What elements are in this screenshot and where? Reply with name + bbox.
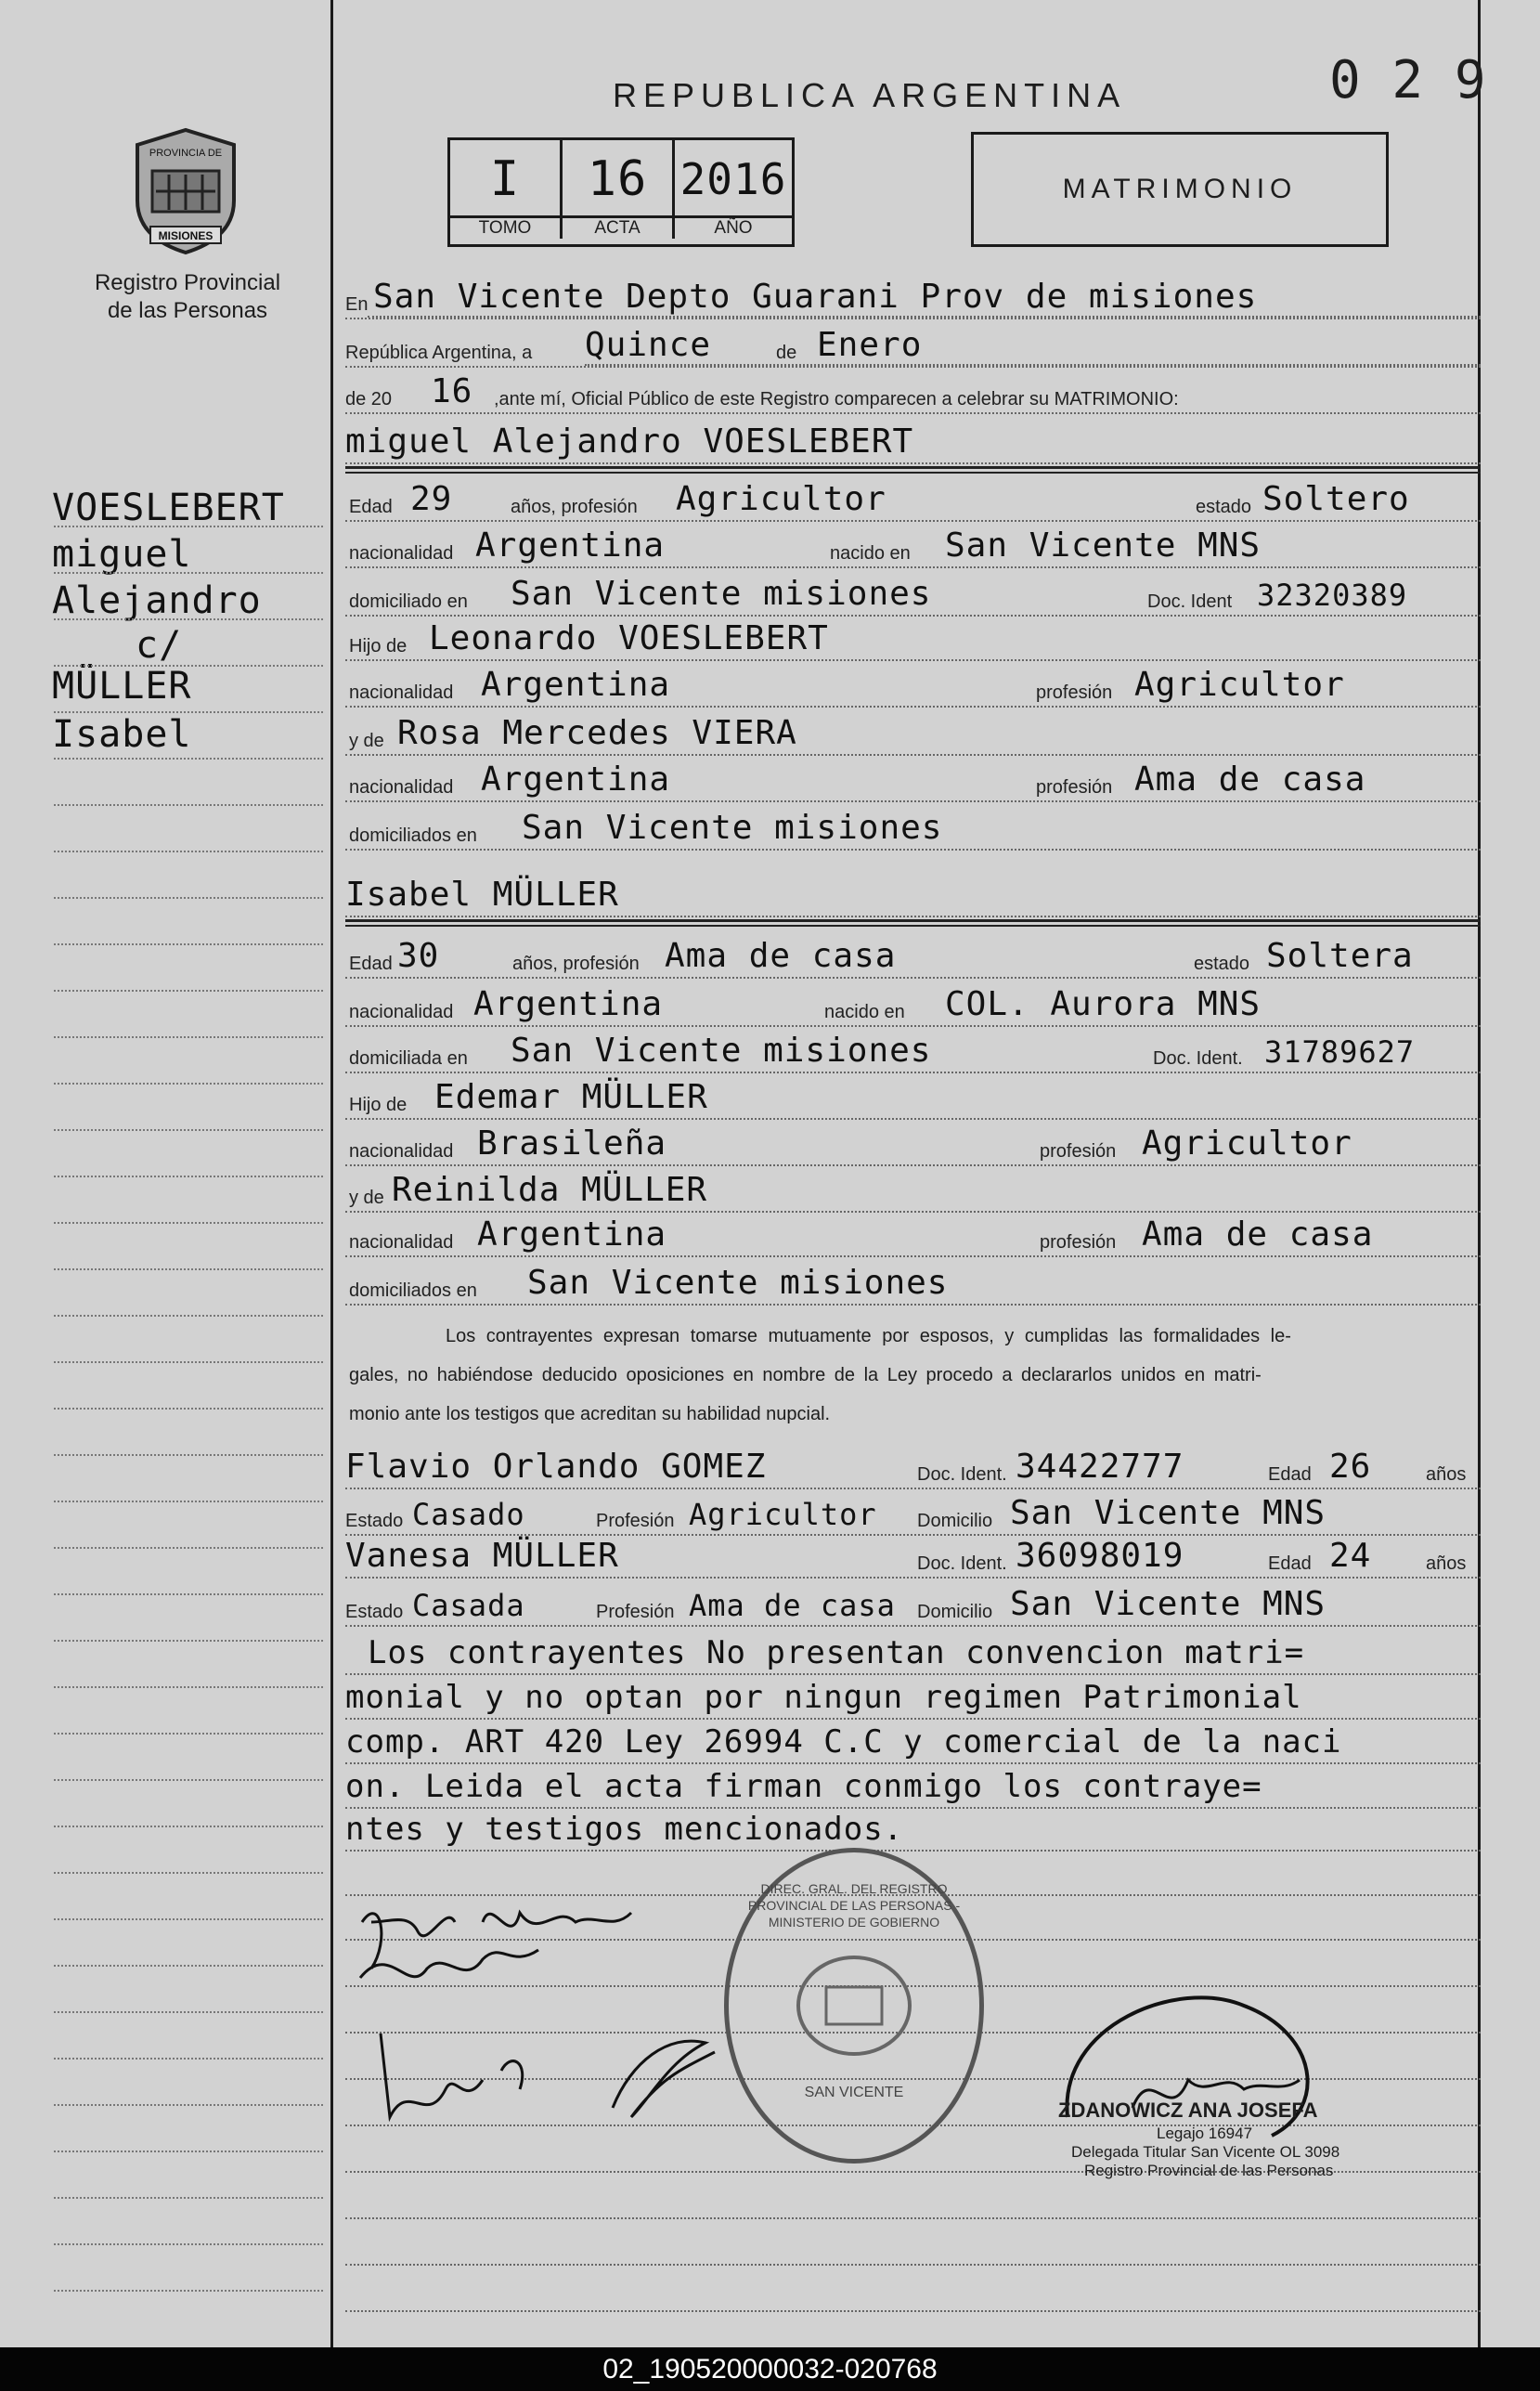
bride-parents-dom: San Vicente misiones xyxy=(527,1264,949,1302)
groom-estado-label: estado xyxy=(1196,497,1252,517)
margin-ruled-line xyxy=(54,2290,323,2292)
acta-value: 16 xyxy=(587,151,648,207)
bride-mother: Reinilda MÜLLER xyxy=(392,1171,708,1209)
bride-mother-row xyxy=(345,1172,1481,1215)
witness2-doc: 36098019 xyxy=(1016,1537,1184,1575)
groom-doc-label: Doc. Ident xyxy=(1147,591,1233,612)
margin-ruled-line xyxy=(54,990,323,992)
groom-divider-2 xyxy=(345,472,1481,474)
bride-father-row xyxy=(345,1079,1481,1122)
groom-divider xyxy=(345,466,1481,469)
witness2-estado: Casada xyxy=(412,1588,525,1623)
groom-edad: 29 xyxy=(410,480,453,518)
groom-nacionalidad: Argentina xyxy=(475,526,666,565)
margin-ruled-line xyxy=(54,1036,323,1038)
note-line-1 xyxy=(345,1634,1481,1677)
anio-label: AÑO xyxy=(675,215,792,239)
intro-year-row xyxy=(345,373,1481,416)
witness1-anos-label: años xyxy=(1426,1464,1467,1485)
official-round-stamp xyxy=(724,1848,984,2164)
intro-place-dots xyxy=(368,316,1481,318)
bride-mother-prof: Ama de casa xyxy=(1142,1215,1374,1254)
margin-ruled-line xyxy=(54,1176,323,1177)
margin-ruled-line xyxy=(54,711,323,713)
stamp-inner-text: SAN VICENTE xyxy=(804,2085,904,2100)
bride-father-prof: Agricultor xyxy=(1142,1124,1352,1163)
margin-ruled-line xyxy=(54,1501,323,1502)
margin-ruled-line xyxy=(54,1826,323,1827)
margin-ruled-line xyxy=(54,1222,323,1224)
witness2-prof-label: Profesión xyxy=(596,1602,675,1622)
official-legajo: Legajo 16947 xyxy=(1157,2125,1253,2142)
witness1-domicilio: San Vicente MNS xyxy=(1010,1494,1326,1532)
margin-line-4: c/ xyxy=(136,624,183,667)
groom-mother: Rosa Mercedes VIERA xyxy=(397,714,797,752)
groom-domicilio: San Vicente misiones xyxy=(511,575,932,613)
groom-full-name: miguel Alejandro VOESLEBERT xyxy=(345,422,914,461)
groom-mother-prof-label: profesión xyxy=(1036,777,1113,798)
note-line-5 xyxy=(345,1811,1481,1853)
bride-mother-nac-row xyxy=(345,1216,1481,1259)
margin-line-5: MÜLLER xyxy=(52,665,192,708)
intro-date-dots xyxy=(585,364,1481,366)
margin-ruled-line xyxy=(54,1083,323,1085)
bride-parents-dom-row xyxy=(345,1265,1481,1307)
bride-divider xyxy=(345,919,1481,922)
note-text-4: on. Leida el acta firman conmigo los contraye= xyxy=(345,1768,1262,1805)
act-type-label: MATRIMONIO xyxy=(1062,174,1298,204)
footer-code: 02_190520000032-020768 xyxy=(0,2347,1540,2391)
country-title: REPUBLICA ARGENTINA xyxy=(613,76,1127,114)
witness2-doc-label: Doc. Ident. xyxy=(917,1553,1007,1574)
bride-divider-2 xyxy=(345,925,1481,927)
groom-mother-nac-label: nacionalidad xyxy=(349,777,454,798)
margin-ruled-line xyxy=(54,572,323,574)
intro-place: San Vicente Depto Guarani Prov de misiones xyxy=(373,278,1258,316)
bride-mother-nac-label: nacionalidad xyxy=(349,1232,454,1253)
bride-anos-label: años, profesión xyxy=(512,954,640,974)
margin-ruled-line xyxy=(54,1547,323,1549)
groom-father: Leonardo VOESLEBERT xyxy=(429,619,829,657)
acta-cell xyxy=(563,140,675,239)
provincial-seal-icon xyxy=(128,126,243,256)
groom-doc: 32320389 xyxy=(1257,578,1408,613)
bride-nac-row xyxy=(345,986,1481,1029)
left-border-line xyxy=(330,0,333,2347)
witness1-estado: Casado xyxy=(412,1497,525,1532)
margin-ruled-line xyxy=(54,1361,323,1363)
margin-line-2: miguel xyxy=(52,533,192,576)
witness2-estado-row xyxy=(345,1586,1481,1629)
groom-mother-prof: Ama de casa xyxy=(1134,760,1366,799)
bride-yde-label: y de xyxy=(349,1188,384,1208)
registry-name: Registro Provincial de las Personas xyxy=(94,270,281,323)
witness2-estado-label: Estado xyxy=(345,1602,404,1622)
stamp-emblem-icon xyxy=(784,1945,924,2066)
bride-nac-label: nacionalidad xyxy=(349,1002,454,1022)
declaration-line-1: Los contrayentes expresan tomarse mutuamente por esposos, y cumplidas las formalidades le- xyxy=(446,1326,1291,1346)
tomo-value: I xyxy=(489,151,521,207)
signature-groom xyxy=(371,2024,743,2136)
witness1-profesion: Agricultor xyxy=(689,1497,877,1532)
bride-edad-row xyxy=(345,938,1481,981)
bride-father: Edemar MÜLLER xyxy=(434,1078,708,1116)
margin-ruled-line xyxy=(54,1315,323,1317)
margin-ruled-line xyxy=(54,2104,323,2106)
note-line-2 xyxy=(345,1679,1481,1722)
groom-profesion: Agricultor xyxy=(676,480,886,518)
margin-ruled-line xyxy=(54,2197,323,2199)
witness2-dom-label: Domicilio xyxy=(917,1602,993,1622)
witness2-domicilio: San Vicente MNS xyxy=(1010,1585,1326,1623)
intro-day: Quince xyxy=(585,326,712,364)
note-text-5: ntes y testigos mencionados. xyxy=(345,1811,904,1848)
signature-bride xyxy=(353,1885,668,1996)
margin-ruled-line xyxy=(54,1686,323,1688)
act-type-box xyxy=(971,132,1389,247)
stamp-text: DIREC. GRAL. DEL REGISTRO PROVINCIAL DE LAS PERSONAS - MINISTERIO DE GOBIERNO xyxy=(747,1881,961,1930)
groom-nacido: San Vicente MNS xyxy=(945,526,1262,565)
anio-value: 2016 xyxy=(679,154,787,204)
page-number: 0 2 9 xyxy=(1329,50,1486,110)
bride-edad: 30 xyxy=(397,937,440,975)
republica-label: República Argentina, a xyxy=(345,343,533,363)
margin-ruled-line xyxy=(54,1965,323,1967)
witness2-edad-label: Edad xyxy=(1268,1553,1312,1574)
margin-ruled-line xyxy=(54,897,323,899)
witness1-edad: 26 xyxy=(1329,1448,1372,1486)
en-label: En xyxy=(345,294,369,315)
witness2-name-row xyxy=(345,1538,1481,1580)
groom-father-nac: Argentina xyxy=(481,666,671,704)
bride-father-nac: Brasileña xyxy=(477,1124,667,1163)
margin-ruled-line xyxy=(54,1779,323,1781)
bride-doc: 31789627 xyxy=(1264,1034,1416,1070)
margin-ruled-line xyxy=(54,1268,323,1270)
margin-ruled-line xyxy=(54,2151,323,2152)
year-prefix: de 20 xyxy=(345,389,393,409)
official-cargo: Delegada Titular San Vicente OL 3098 xyxy=(1071,2143,1340,2161)
groom-father-nac-label: nacionalidad xyxy=(349,682,454,703)
intro-text: ,ante mí, Oficial Público de este Registro comparecen a celebrar su MATRIMONIO: xyxy=(494,389,1179,409)
margin-ruled-line xyxy=(54,851,323,852)
groom-estado: Soltero xyxy=(1262,480,1410,518)
margin-ruled-line xyxy=(54,2058,323,2060)
bride-father-nac-row xyxy=(345,1125,1481,1168)
bride-doc-label: Doc. Ident. xyxy=(1153,1048,1243,1069)
groom-parents-dom: San Vicente misiones xyxy=(522,809,943,847)
bride-father-prof-label: profesión xyxy=(1040,1141,1117,1162)
margin-ruled-line xyxy=(54,1454,323,1456)
witness1-estado-row xyxy=(345,1495,1481,1538)
bride-estado-label: estado xyxy=(1194,954,1250,974)
groom-nac-row xyxy=(345,527,1481,570)
groom-father-prof: Agricultor xyxy=(1134,666,1345,704)
margin-ruled-line xyxy=(54,804,323,806)
groom-mother-row xyxy=(345,715,1481,758)
margin-ruled-line xyxy=(54,1733,323,1735)
bride-dom-label: domiciliada en xyxy=(349,1048,468,1069)
official-registro: Registro Provincial de las Personas xyxy=(1084,2162,1334,2179)
groom-parents-dom-row xyxy=(345,810,1481,852)
bride-nacionalidad: Argentina xyxy=(473,985,664,1023)
bride-dom-row xyxy=(345,1033,1481,1075)
groom-father-row xyxy=(345,620,1481,663)
declaration-line-2: gales, no habiéndose deducido oposiciones en nombre de la Ley procedo a declararlos unidos en matri- xyxy=(349,1365,1262,1385)
witness2-profesion: Ama de casa xyxy=(689,1588,896,1623)
bride-mother-nac: Argentina xyxy=(477,1215,667,1254)
witness1-doc-label: Doc. Ident. xyxy=(917,1464,1007,1485)
anio-cell xyxy=(675,140,792,239)
year-suffix: 16 xyxy=(431,372,473,410)
groom-nac-label: nacionalidad xyxy=(349,543,454,564)
margin-ruled-line xyxy=(54,1593,323,1595)
bride-edad-label: Edad xyxy=(349,954,393,974)
groom-nacido-label: nacido en xyxy=(830,543,911,564)
witness2-edad: 24 xyxy=(1329,1537,1372,1575)
witness2-name: Vanesa MÜLLER xyxy=(345,1537,619,1575)
note-text-2: monial y no optan por ningun regimen Patrimonial xyxy=(345,1679,1302,1716)
margin-ruled-line xyxy=(54,1408,323,1410)
bride-full-name: Isabel MÜLLER xyxy=(345,876,619,914)
margin-line-1: VOESLEBERT xyxy=(52,487,285,529)
note-text-3: comp. ART 420 Ley 26994 C.C y comercial de la naci xyxy=(345,1723,1342,1761)
witness1-prof-label: Profesión xyxy=(596,1511,675,1531)
blank-line-9 xyxy=(345,2264,1481,2266)
bride-hijo-label: Hijo de xyxy=(349,1095,408,1115)
margin-ruled-line xyxy=(54,2243,323,2245)
bride-estado: Soltera xyxy=(1266,937,1414,975)
margin-ruled-line xyxy=(54,2011,323,2013)
margin-ruled-line xyxy=(54,618,323,620)
blank-line-8 xyxy=(345,2217,1481,2219)
bride-profesion: Ama de casa xyxy=(665,937,897,975)
witness2-anos-label: años xyxy=(1426,1553,1467,1574)
margin-ruled-line xyxy=(54,1129,323,1131)
margin-ruled-line xyxy=(54,1872,323,1874)
bride-name-row xyxy=(345,877,1481,919)
note-line-4 xyxy=(345,1768,1481,1811)
groom-edad-label: Edad xyxy=(349,497,393,517)
groom-hijo-label: Hijo de xyxy=(349,636,408,656)
tomo-label: TOMO xyxy=(450,215,560,239)
acta-label: ACTA xyxy=(563,215,672,239)
bride-mother-prof-label: profesión xyxy=(1040,1232,1117,1253)
margin-line-6: Isabel xyxy=(52,713,192,756)
blank-line-10 xyxy=(345,2310,1481,2312)
witness1-dom-label: Domicilio xyxy=(917,1511,993,1531)
margin-line-3: Alejandro xyxy=(52,579,262,622)
note-line-3 xyxy=(345,1723,1481,1766)
witness1-estado-label: Estado xyxy=(345,1511,404,1531)
groom-name-row xyxy=(345,423,1481,466)
groom-father-nac-row xyxy=(345,667,1481,709)
groom-dom-label: domiciliado en xyxy=(349,591,468,612)
groom-dom-row xyxy=(345,576,1481,618)
bride-nacido: COL. Aurora MNS xyxy=(945,985,1262,1023)
svg-text:PROVINCIA DE: PROVINCIA DE xyxy=(149,148,223,159)
margin-ruled-line xyxy=(54,1918,323,1920)
de-label: de xyxy=(776,343,797,363)
bride-parents-dom-label: domiciliados en xyxy=(349,1280,477,1301)
witness1-name-row xyxy=(345,1449,1481,1491)
tomo-cell xyxy=(450,140,563,239)
tomo-acta-anio-box xyxy=(447,137,795,247)
witness1-edad-label: Edad xyxy=(1268,1464,1312,1485)
bride-nacido-label: nacido en xyxy=(824,1002,905,1022)
margin-ruled-line xyxy=(54,758,323,760)
groom-father-prof-label: profesión xyxy=(1036,682,1113,703)
margin-ruled-line xyxy=(54,526,323,527)
declaration-line-3: monio ante los testigos que acreditan su habilidad nupcial. xyxy=(349,1404,831,1424)
margin-ruled-line xyxy=(54,1640,323,1642)
groom-parents-dom-label: domiciliados en xyxy=(349,825,477,846)
groom-yde-label: y de xyxy=(349,731,384,751)
groom-edad-row xyxy=(345,481,1481,524)
margin-ruled-line xyxy=(54,665,323,667)
witness1-doc: 34422777 xyxy=(1016,1448,1184,1486)
bride-father-nac-label: nacionalidad xyxy=(349,1141,454,1162)
margin-ruled-line xyxy=(54,943,323,945)
groom-mother-nac: Argentina xyxy=(481,760,671,799)
svg-text:MISIONES: MISIONES xyxy=(158,229,214,242)
groom-mother-nac-row xyxy=(345,761,1481,804)
groom-anos-label: años, profesión xyxy=(511,497,638,517)
bride-domicilio: San Vicente misiones xyxy=(511,1032,932,1070)
intro-month: Enero xyxy=(817,326,923,364)
note-text-1: Los contrayentes No presentan convencion matri= xyxy=(368,1634,1305,1671)
witness1-name: Flavio Orlando GOMEZ xyxy=(345,1448,767,1486)
official-name: ZDANOWICZ ANA JOSEFA xyxy=(1058,2099,1318,2122)
